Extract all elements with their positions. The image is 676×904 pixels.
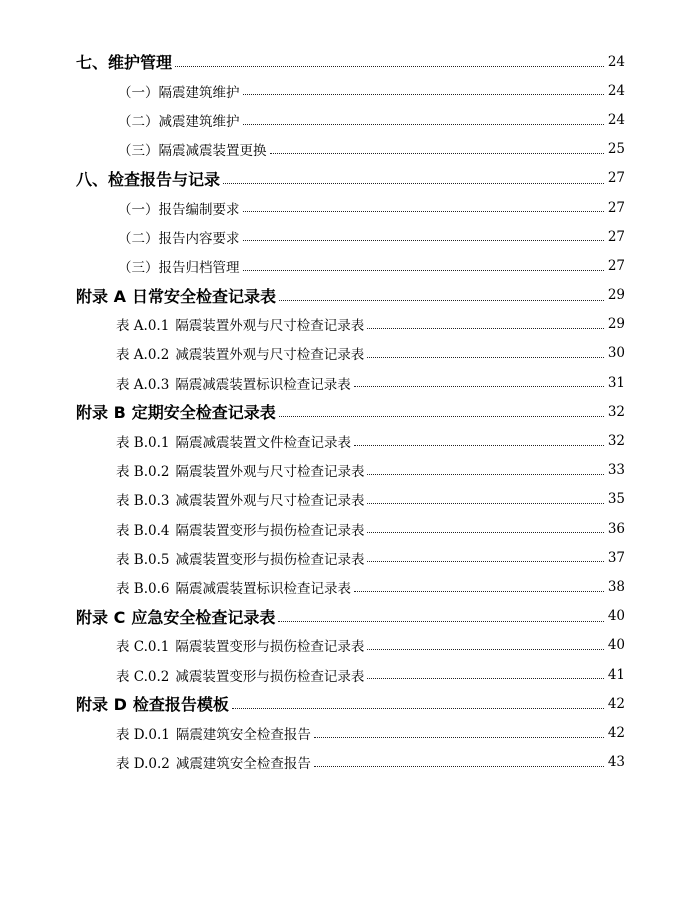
dot-leader bbox=[367, 357, 604, 358]
toc-page-number: 31 bbox=[607, 374, 625, 391]
dot-leader bbox=[354, 445, 604, 446]
toc-entry-title: （三）隔震减震装置更换 bbox=[118, 143, 267, 160]
toc-entry-label bbox=[76, 50, 172, 73]
toc-entry-label bbox=[118, 139, 267, 159]
toc-entry-label bbox=[116, 635, 364, 655]
toc-page-number: 27 bbox=[607, 199, 625, 216]
toc-entry-title: 八、检查报告与记录 bbox=[76, 169, 221, 189]
toc-section-entry[interactable] bbox=[0, 602, 676, 631]
dot-leader bbox=[367, 561, 604, 562]
toc-page-number: 27 bbox=[607, 170, 625, 187]
dot-leader bbox=[367, 503, 604, 504]
toc-entry-title: 减震建筑安全检查报告 bbox=[175, 756, 311, 773]
dot-leader bbox=[243, 211, 605, 212]
toc-entry-label bbox=[118, 81, 240, 101]
toc-section-entry[interactable] bbox=[0, 47, 676, 76]
toc-entry-label bbox=[76, 605, 275, 628]
dot-leader bbox=[232, 708, 604, 709]
toc-page-number: 40 bbox=[607, 608, 625, 625]
toc-page-number: 24 bbox=[607, 82, 625, 99]
toc-entry-label bbox=[116, 431, 351, 451]
dot-leader bbox=[270, 153, 605, 154]
toc-entry-number: 附录 C bbox=[76, 607, 126, 627]
toc-subsection-entry[interactable] bbox=[0, 339, 676, 368]
toc-page-number: 30 bbox=[607, 345, 625, 362]
dot-leader bbox=[278, 621, 604, 622]
toc-subsection-entry[interactable] bbox=[0, 222, 676, 251]
toc-entry-number: 表 B.0.5 bbox=[116, 551, 170, 568]
dot-leader bbox=[243, 240, 605, 241]
toc-entry-title: （三）报告归档管理 bbox=[118, 259, 240, 276]
toc-entry-title: 日常安全检查记录表 bbox=[131, 286, 276, 306]
toc-entry-title: 隔震减震装置文件检查记录表 bbox=[175, 435, 351, 452]
dot-leader bbox=[279, 416, 604, 417]
toc-entry-label bbox=[116, 577, 351, 597]
toc-entry-label bbox=[118, 110, 240, 130]
dot-leader bbox=[243, 124, 605, 125]
toc-entry-number: 表 C.0.2 bbox=[116, 668, 170, 685]
toc-entry-label bbox=[76, 692, 229, 715]
toc-entry-label bbox=[116, 373, 351, 393]
dot-leader bbox=[279, 300, 604, 301]
toc-entry-label bbox=[116, 665, 364, 685]
toc-subsection-entry[interactable] bbox=[0, 748, 676, 777]
toc-entry-title: 减震装置外观与尺寸检查记录表 bbox=[175, 493, 365, 510]
toc-entry-number: 表 B.0.1 bbox=[116, 435, 170, 452]
toc-subsection-entry[interactable] bbox=[0, 631, 676, 660]
toc-page-number: 27 bbox=[607, 228, 625, 245]
toc-entry-number: 附录 A bbox=[76, 286, 126, 306]
toc-entry-number: 表 D.0.2 bbox=[116, 756, 170, 773]
toc-subsection-entry[interactable] bbox=[0, 456, 676, 485]
toc-entry-label bbox=[118, 227, 240, 247]
toc-subsection-entry[interactable] bbox=[0, 105, 676, 134]
toc-entry-title: 隔震装置变形与损伤检查记录表 bbox=[175, 522, 365, 539]
toc-entry-title: 隔震装置外观与尺寸检查记录表 bbox=[175, 464, 365, 481]
toc-entry-number: 表 B.0.6 bbox=[116, 580, 170, 597]
dot-leader bbox=[367, 649, 604, 650]
toc-page-number: 25 bbox=[607, 141, 625, 158]
toc-entry-title: （一）报告编制要求 bbox=[118, 201, 240, 218]
toc-subsection-entry[interactable] bbox=[0, 76, 676, 105]
dot-leader bbox=[367, 474, 604, 475]
toc-entry-label bbox=[118, 198, 240, 218]
toc-entry-title: 七、维护管理 bbox=[76, 53, 173, 73]
toc-page-number: 37 bbox=[607, 549, 625, 566]
dot-leader bbox=[354, 591, 604, 592]
toc-page-number: 29 bbox=[607, 316, 625, 333]
dot-leader bbox=[175, 66, 604, 67]
toc-entry-label bbox=[76, 400, 276, 423]
toc-entry-label bbox=[116, 723, 311, 743]
toc-entry-title: 隔震装置变形与损伤检查记录表 bbox=[175, 639, 365, 656]
toc-entry-title: 隔震建筑安全检查报告 bbox=[175, 726, 311, 743]
toc-page-number: 38 bbox=[607, 578, 625, 595]
toc-page-number: 29 bbox=[607, 287, 625, 304]
toc-page-number: 24 bbox=[607, 53, 625, 70]
toc-entry-number: 表 A.0.1 bbox=[116, 318, 170, 335]
toc-entry-number: 表 C.0.1 bbox=[116, 639, 170, 656]
toc-entry-label bbox=[116, 343, 364, 363]
dot-leader bbox=[314, 737, 604, 738]
toc-page-number: 41 bbox=[607, 666, 625, 683]
toc-entry-label bbox=[116, 489, 364, 509]
toc-entry-number: 表 A.0.2 bbox=[116, 347, 170, 364]
dot-leader bbox=[367, 532, 604, 533]
dot-leader bbox=[354, 386, 604, 387]
toc-entry-title: 隔震减震装置标识检查记录表 bbox=[175, 376, 351, 393]
toc-subsection-entry[interactable] bbox=[0, 485, 676, 514]
toc-entry-number: 表 B.0.3 bbox=[116, 493, 170, 510]
dot-leader bbox=[223, 183, 604, 184]
toc-subsection-entry[interactable] bbox=[0, 135, 676, 164]
toc-entry-label bbox=[116, 314, 364, 334]
dot-leader bbox=[367, 678, 604, 679]
toc-entry-title: 隔震减震装置标识检查记录表 bbox=[175, 580, 351, 597]
toc-entry-number: 表 D.0.1 bbox=[116, 726, 170, 743]
toc-entry-label bbox=[116, 752, 311, 772]
toc-entry-title: （二）减震建筑维护 bbox=[118, 113, 240, 130]
toc-section-entry[interactable] bbox=[0, 689, 676, 718]
toc-entry-label bbox=[76, 167, 220, 190]
toc-entry-label bbox=[116, 519, 364, 539]
toc-entry-title: 减震装置外观与尺寸检查记录表 bbox=[175, 347, 365, 364]
toc-subsection-entry[interactable] bbox=[0, 310, 676, 339]
dot-leader bbox=[367, 328, 604, 329]
toc-page-number: 33 bbox=[607, 462, 625, 479]
dot-leader bbox=[243, 94, 605, 95]
toc-section-entry[interactable] bbox=[0, 397, 676, 426]
toc-entry-number: 表 B.0.2 bbox=[116, 464, 170, 481]
dot-leader bbox=[314, 766, 604, 767]
toc-entry-title: 减震装置变形与损伤检查记录表 bbox=[175, 668, 365, 685]
toc-subsection-entry[interactable] bbox=[0, 426, 676, 455]
toc-page-number: 36 bbox=[607, 520, 625, 537]
toc-subsection-entry[interactable] bbox=[0, 251, 676, 280]
toc-page-number: 42 bbox=[607, 724, 625, 741]
toc-entry-number: 表 A.0.3 bbox=[116, 376, 170, 393]
toc-subsection-entry[interactable] bbox=[0, 572, 676, 601]
toc-entry-label bbox=[116, 460, 364, 480]
toc-entry-number: 附录 B bbox=[76, 403, 126, 423]
toc-entry-title: 应急安全检查记录表 bbox=[131, 607, 276, 627]
toc-entry-label bbox=[118, 256, 240, 276]
toc-subsection-entry[interactable] bbox=[0, 193, 676, 222]
toc-subsection-entry[interactable] bbox=[0, 660, 676, 689]
toc-subsection-entry[interactable] bbox=[0, 368, 676, 397]
toc-subsection-entry[interactable] bbox=[0, 543, 676, 572]
toc-entry-label bbox=[116, 548, 364, 568]
toc-subsection-entry[interactable] bbox=[0, 514, 676, 543]
toc-entry-title: （二）报告内容要求 bbox=[118, 230, 240, 247]
toc-page-number: 27 bbox=[607, 257, 625, 274]
toc-entry-title: 隔震装置外观与尺寸检查记录表 bbox=[175, 318, 365, 335]
dot-leader bbox=[243, 270, 605, 271]
toc-entry-label bbox=[76, 284, 276, 307]
toc-subsection-entry[interactable] bbox=[0, 718, 676, 747]
toc-page-number: 42 bbox=[607, 695, 625, 712]
toc-entry-number: 附录 D bbox=[76, 695, 127, 715]
toc-section-entry[interactable] bbox=[0, 281, 676, 310]
toc-page-number: 32 bbox=[607, 403, 625, 420]
toc-entry-number: 表 B.0.4 bbox=[116, 522, 170, 539]
toc-entry-title: 定期安全检查记录表 bbox=[131, 403, 276, 423]
toc-page-number: 24 bbox=[607, 111, 625, 128]
toc-page-number: 43 bbox=[607, 754, 625, 771]
toc-entry-title: 减震装置变形与损伤检查记录表 bbox=[175, 551, 365, 568]
toc-entry-title: （一）隔震建筑维护 bbox=[118, 84, 240, 101]
toc-page-number: 32 bbox=[607, 433, 625, 450]
toc-entry-title: 检查报告模板 bbox=[132, 695, 229, 715]
toc-page-number: 35 bbox=[607, 491, 625, 508]
toc-section-entry[interactable] bbox=[0, 164, 676, 193]
toc-page-number: 40 bbox=[607, 637, 625, 654]
table-of-contents bbox=[0, 47, 676, 777]
